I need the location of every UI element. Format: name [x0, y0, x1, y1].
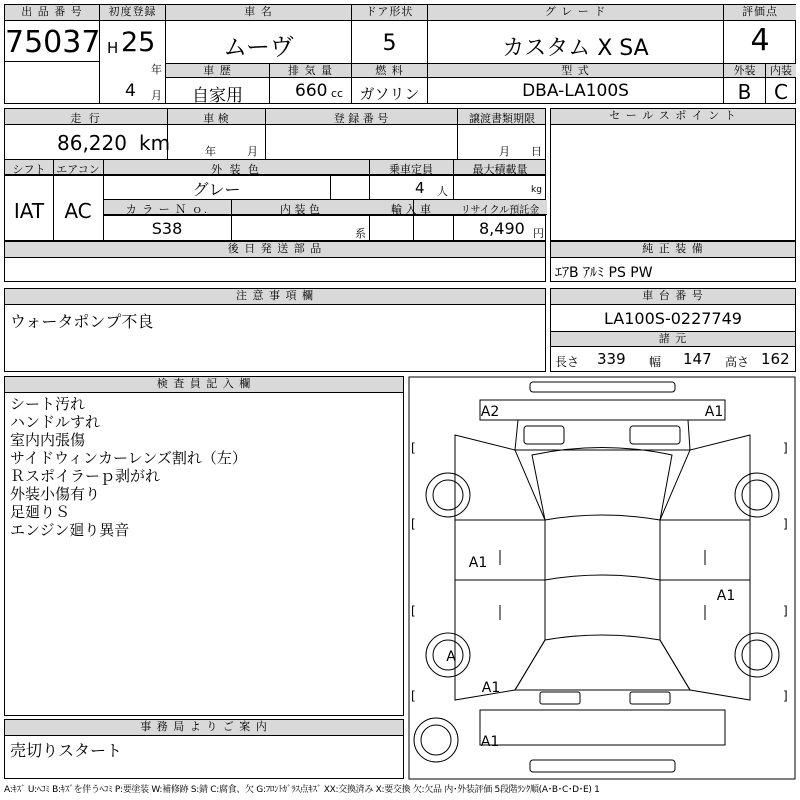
ac-label: エアコン	[56, 163, 100, 176]
shift-label: シフト	[12, 163, 46, 176]
mileage-unit: km	[139, 131, 171, 155]
damage-mark: A	[446, 649, 456, 665]
lot-no: 75037	[5, 25, 101, 60]
import-label: 輸 入 車	[391, 203, 431, 216]
fuel: ガソリン	[359, 85, 420, 103]
svg-text:]: ]	[783, 441, 788, 455]
svg-text:[: [	[411, 517, 416, 531]
caution-label: 注 意 事 項 欄	[5, 289, 545, 305]
damage-mark: A1	[716, 588, 736, 604]
car-name: ムーヴ	[223, 33, 294, 61]
first-reg-label: 初度登録	[100, 5, 165, 21]
note-item: シート汚れ	[10, 395, 86, 413]
office-label: 事 務 局 よ り ご 案 内	[5, 720, 403, 736]
header-section	[4, 4, 796, 104]
interior-label: 内装	[766, 64, 796, 78]
reg-no-label: 登 録 番 号	[333, 112, 389, 125]
vehicle-info-section	[4, 108, 546, 241]
chassis-number: LA100S-0227749	[604, 309, 742, 328]
max-load-unit: kg	[531, 185, 542, 195]
grade: カスタム X SA	[502, 36, 649, 61]
color-no-label: カ ラ ー Ｎ ｏ.	[125, 203, 209, 216]
svg-text:]: ]	[783, 604, 788, 618]
office-text: 売切りスタート	[10, 741, 123, 760]
transfer-day-unit: 日	[531, 145, 542, 158]
length: 339	[597, 350, 626, 368]
first-reg-month: 4	[125, 81, 136, 101]
int-color-unit: 系	[355, 227, 366, 240]
note-item: サイドウィンカーレンズ割れ（左）	[10, 449, 247, 467]
ext-color-label: 外 装 色	[211, 163, 261, 176]
width-label: 幅	[649, 355, 662, 369]
model: DBA-LA100S	[522, 81, 629, 101]
sales-point-box	[550, 108, 796, 241]
model-label: 型 式	[428, 64, 723, 78]
damage-mark: A2	[480, 404, 500, 420]
caution-box	[4, 288, 546, 372]
ac: AC	[64, 199, 92, 223]
svg-text:]: ]	[783, 689, 788, 703]
color-no: S38	[151, 219, 183, 238]
chassis-box	[550, 288, 796, 372]
damage-mark: A1	[468, 555, 488, 571]
displacement-label: 排 気 量	[270, 64, 351, 78]
doors-label: ドア形状	[352, 5, 427, 21]
note-item: ハンドルすれ	[10, 413, 101, 431]
recycle-label: リサイクル預託金	[460, 205, 540, 216]
width: 147	[683, 350, 712, 368]
inspector-notes	[10, 395, 247, 539]
legend: A:ｷｽﾞ U:ﾍｺﾐ B:ｷｽﾞを伴うﾍｺﾐ P:要塗装 W:補修跡 S:錆 C:腐食、欠 G:ﾌﾛﾝﾄｶﾞﾗｽ点ｷｽﾞ XX:交換済み X:要交換 欠:欠品 内･外装評価 5段階ﾗﾝｸ順(A･B･C･D･E) 1	[4, 785, 600, 795]
doors: 5	[382, 31, 397, 56]
interior-grade: C	[774, 80, 788, 104]
score: 4	[750, 23, 770, 58]
era: H	[107, 39, 119, 57]
later-parts-label: 後 日 発 送 部 品	[5, 242, 545, 258]
later-parts-box	[4, 241, 546, 282]
exterior-label: 外装	[724, 64, 765, 78]
height: 162	[761, 350, 790, 368]
grade-label: グ レ ー ド	[428, 5, 723, 21]
score-label: 評価点	[724, 5, 796, 21]
exterior-grade: B	[737, 80, 752, 104]
equipment-label: 純 正 装 備	[551, 242, 795, 258]
chassis-label: 車 台 番 号	[551, 289, 795, 305]
year-unit: 年	[151, 63, 162, 76]
damage-mark: A1	[704, 404, 724, 420]
svg-text:[: [	[411, 604, 416, 618]
svg-text:]: ]	[783, 517, 788, 531]
length-label: 長さ	[555, 355, 580, 369]
recycle-amount: 8,490	[479, 219, 525, 238]
note-item: Ｒスポイラーｐ剥がれ	[10, 467, 161, 485]
inspection-label: 車 検	[203, 112, 229, 125]
recycle-unit: 円	[533, 227, 544, 240]
equipment-box	[550, 241, 796, 282]
note-item: 外装小傷有り	[10, 485, 101, 503]
note-item: 室内内張傷	[10, 431, 86, 449]
transfer-label: 譲渡書類期限	[469, 112, 535, 125]
shift: IAT	[13, 199, 45, 223]
svg-text:[: [	[411, 689, 416, 703]
capacity-unit: 人	[437, 185, 448, 198]
first-reg-year: 25	[121, 27, 156, 58]
svg-text:[: [	[411, 441, 416, 455]
history: 自家用	[192, 86, 243, 106]
damage-mark: A1	[480, 734, 500, 750]
capacity: 4	[415, 179, 425, 197]
equipment: ｴｱB ｱﾙﾐ PS PW	[555, 265, 653, 281]
office-box	[4, 719, 404, 779]
month-unit: 月	[151, 89, 162, 102]
max-load-label: 最大積載量	[472, 163, 528, 176]
car-name-label: 車 名	[166, 5, 351, 21]
dims-label: 諸 元	[551, 332, 795, 347]
inspection-year-unit: 年	[205, 145, 216, 158]
note-item: 足廻りＳ	[10, 503, 71, 521]
inspector-label: 検 査 員 記 入 欄	[5, 377, 403, 393]
car-damage-diagram	[408, 376, 796, 780]
displacement: 660	[295, 81, 328, 101]
int-color-label: 内 装 色	[280, 203, 320, 216]
fuel-label: 燃 料	[352, 64, 427, 78]
mileage: 86,220	[57, 131, 127, 155]
mileage-label: 走 行	[70, 112, 102, 125]
ext-color: グレー	[192, 180, 241, 199]
transfer-month-unit: 月	[499, 145, 510, 158]
capacity-label: 乗車定員	[389, 163, 433, 176]
displacement-unit: cc	[331, 87, 344, 100]
note-item: エンジン廻り異音	[10, 521, 130, 539]
caution-text: ウォータポンプ不良	[10, 312, 154, 331]
sales-point-label: セ ー ル ス ポ イ ン ト	[551, 109, 795, 125]
history-label: 車 歴	[166, 64, 269, 78]
lot-no-label: 出 品 番 号	[5, 5, 99, 21]
damage-mark: A1	[481, 680, 501, 696]
inspector-box	[4, 376, 404, 716]
height-label: 高さ	[725, 355, 750, 369]
inspection-month-unit: 月	[247, 145, 258, 158]
